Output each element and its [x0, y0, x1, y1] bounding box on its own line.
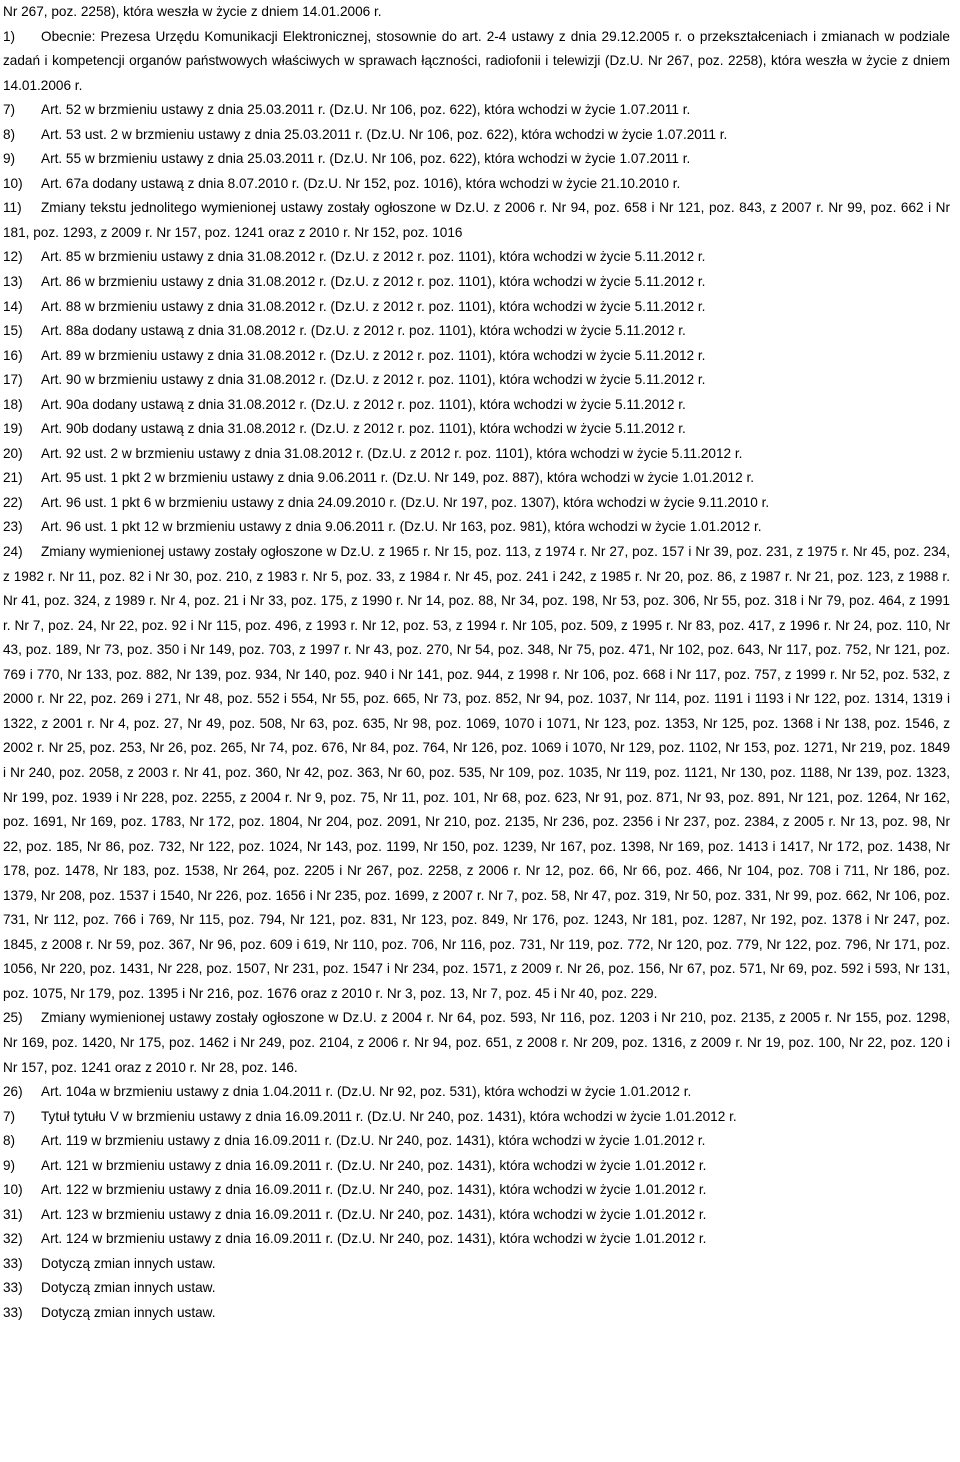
footnote-number: 21)	[3, 470, 23, 486]
footnote-number: 10)	[3, 1182, 23, 1198]
footnote-number: 33)	[3, 1280, 23, 1296]
footnote-paragraph	[3, 1178, 950, 1203]
footnote-number: 15)	[3, 323, 23, 339]
footnote-number: 25)	[3, 1010, 23, 1026]
footnote-number: 32)	[3, 1231, 23, 1247]
footnote-number: 9)	[3, 151, 16, 167]
footnote-paragraph	[3, 0, 950, 25]
footnote-text: Art. 86 w brzmieniu ustawy z dnia 31.08.2012 r. (Dz.U. z 2012 r. poz. 1101), która wchodzi w życie 5.11.2012 r.	[41, 274, 706, 290]
footnote-text: Obecnie: Prezesa Urzędu Komunikacji Elektronicznej, stosownie do art. 2-4 ustawy z dnia 29.12.2005 r. o przekształceniach i zmianach w podziale zadań i kompetencji organów państwowych właściwych w sprawach łączności, radiofonii i telewizji (Dz.U. Nr 267, poz. 2258), która weszła w życie z dniem 14.01.2006 r.	[3, 28, 950, 93]
footnote-text: Art. 123 w brzmieniu ustawy z dnia 16.09.2011 r. (Dz.U. Nr 240, poz. 1431), która wchodzi w życie 1.01.2012 r.	[41, 1206, 707, 1222]
footnote-text: Art. 119 w brzmieniu ustawy z dnia 16.09.2011 r. (Dz.U. Nr 240, poz. 1431), która wchodzi w życie 1.01.2012 r.	[41, 1133, 706, 1149]
footnote-paragraph	[3, 344, 950, 369]
footnote-number: 10)	[3, 175, 23, 191]
footnote-paragraph	[3, 98, 950, 123]
footnote-number: 8)	[3, 126, 16, 142]
footnote-paragraph	[3, 368, 950, 393]
footnote-paragraph	[3, 442, 950, 467]
footnote-text: Zmiany tekstu jednolitego wymienionej ustawy zostały ogłoszone w Dz.U. z 2006 r. Nr 94, poz. 658 i Nr 121, poz. 843, z 2007 r. Nr 99, poz. 662 i Nr 181, poz. 1293, z 2009 r. Nr 157, poz. 1241 oraz z 2010 r. Nr 152, poz. 1016	[3, 200, 950, 240]
footnote-paragraph	[3, 466, 950, 491]
footnote-text: Art. 85 w brzmieniu ustawy z dnia 31.08.2012 r. (Dz.U. z 2012 r. poz. 1101), która wchodzi w życie 5.11.2012 r.	[41, 249, 706, 265]
footnote-number: 20)	[3, 445, 23, 461]
footnote-text: Art. 89 w brzmieniu ustawy z dnia 31.08.2012 r. (Dz.U. z 2012 r. poz. 1101), która wchodzi w życie 5.11.2012 r.	[41, 347, 706, 363]
footnote-paragraph	[3, 1276, 950, 1301]
footnote-number: 7)	[3, 1108, 16, 1124]
footnote-number: 12)	[3, 249, 23, 265]
footnote-number: 26)	[3, 1084, 23, 1100]
footnote-paragraph	[3, 172, 950, 197]
footnote-text: Dotyczą zmian innych ustaw.	[41, 1304, 216, 1320]
footnote-text: Art. 53 ust. 2 w brzmieniu ustawy z dnia 25.03.2011 r. (Dz.U. Nr 106, poz. 622), która wchodzi w życie 1.07.2011 r.	[41, 126, 728, 142]
footnote-text: Zmiany wymienionej ustawy zostały ogłoszone w Dz.U. z 2004 r. Nr 64, poz. 593, Nr 116, poz. 1203 i Nr 210, poz. 2135, z 2005 r. Nr 155, poz. 1298, Nr 169, poz. 1420, Nr 175, poz. 1462 i Nr 249, poz. 2104, z 2006 r. Nr 94, poz. 651, z 2008 r. Nr 209, poz. 1316, z 2009 r. Nr 19, poz. 100, Nr 22, poz. 120 i Nr 157, poz. 1241 oraz z 2010 r. Nr 28, poz. 146.	[3, 1010, 950, 1075]
footnote-paragraph	[3, 393, 950, 418]
footnote-number: 33)	[3, 1255, 23, 1271]
footnote-number: 17)	[3, 372, 23, 388]
footnote-paragraph	[3, 417, 950, 442]
footnote-paragraph	[3, 196, 950, 245]
footnote-paragraph	[3, 1252, 950, 1277]
footnote-paragraph	[3, 1006, 950, 1080]
footnote-text: Art. 96 ust. 1 pkt 12 w brzmieniu ustawy z dnia 9.06.2011 r. (Dz.U. Nr 163, poz. 981), która wchodzi w życie 1.01.2012 r.	[41, 519, 762, 535]
footnote-number: 24)	[3, 544, 23, 560]
footnote-paragraph	[3, 540, 950, 1006]
footnote-text: Art. 104a w brzmieniu ustawy z dnia 1.04.2011 r. (Dz.U. Nr 92, poz. 531), która wchodzi w życie 1.01.2012 r.	[41, 1084, 692, 1100]
footnote-number: 16)	[3, 347, 23, 363]
footnote-text: Art. 55 w brzmieniu ustawy z dnia 25.03.2011 r. (Dz.U. Nr 106, poz. 622), która wchodzi w życie 1.07.2011 r.	[41, 151, 691, 167]
footnote-paragraph	[3, 1203, 950, 1228]
footnote-paragraph	[3, 1154, 950, 1179]
footnote-text: Art. 95 ust. 1 pkt 2 w brzmieniu ustawy z dnia 9.06.2011 r. (Dz.U. Nr 149, poz. 887), która wchodzi w życie 1.01.2012 r.	[41, 470, 755, 486]
footnote-text: Art. 121 w brzmieniu ustawy z dnia 16.09.2011 r. (Dz.U. Nr 240, poz. 1431), która wchodzi w życie 1.01.2012 r.	[41, 1157, 707, 1173]
footnote-text: Nr 267, poz. 2258), która weszła w życie z dniem 14.01.2006 r.	[3, 4, 382, 19]
footnote-text: Art. 90b dodany ustawą z dnia 31.08.2012 r. (Dz.U. z 2012 r. poz. 1101), która wchodzi w życie 5.11.2012 r.	[41, 421, 686, 437]
footnote-text: Art. 96 ust. 1 pkt 6 w brzmieniu ustawy z dnia 24.09.2010 r. (Dz.U. Nr 197, poz. 1307), która wchodzi w życie 9.11.2010 r.	[41, 494, 770, 510]
footnote-number: 1)	[3, 28, 16, 44]
footnote-text: Art. 67a dodany ustawą z dnia 8.07.2010 r. (Dz.U. Nr 152, poz. 1016), która wchodzi w życie 21.10.2010 r.	[41, 175, 681, 191]
footnote-paragraph	[3, 245, 950, 270]
footnote-paragraph	[3, 319, 950, 344]
footnote-text: Art. 90a dodany ustawą z dnia 31.08.2012 r. (Dz.U. z 2012 r. poz. 1101), która wchodzi w życie 5.11.2012 r.	[41, 396, 686, 412]
footnote-text: Art. 88 w brzmieniu ustawy z dnia 31.08.2012 r. (Dz.U. z 2012 r. poz. 1101), która wchodzi w życie 5.11.2012 r.	[41, 298, 706, 314]
footnote-paragraph	[3, 25, 950, 99]
footnote-number: 23)	[3, 519, 23, 535]
footnote-text: Zmiany wymienionej ustawy zostały ogłoszone w Dz.U. z 1965 r. Nr 15, poz. 113, z 1974 r. Nr 27, poz. 157 i Nr 39, poz. 231, z 1975 r. Nr 45, poz. 234, z 1982 r. Nr 11, poz. 82 i Nr 30, poz. 210, z 1983 r. Nr 5, poz. 33, z 1984 r. Nr 45, poz. 241 i 242, z 1985 r. Nr 20, poz. 86, z 1987 r. Nr 21, poz. 123, z 1988 r. Nr 41, poz. 324, z 1989 r. Nr 4, poz. 21 i Nr 33, poz. 175, z 1990 r. Nr 14, poz. 88, Nr 34, poz. 198, Nr 53, poz. 306, Nr 55, poz. 318 i Nr 79, poz. 464, z 1991 r. Nr 7, poz. 24, Nr 22, poz. 92 i Nr 115, poz. 496, z 1993 r. Nr 12, poz. 53, z 1994 r. Nr 105, poz. 509, z 1995 r. Nr 83, poz. 417, z 1996 r. Nr 24, poz. 110, Nr 43, poz. 189, Nr 73, poz. 350 i Nr 149, poz. 703, z 1997 r. Nr 43, poz. 270, Nr 54, poz. 348, Nr 75, poz. 471, Nr 102, poz. 643, Nr 117, poz. 752, Nr 121, poz. 769 i 770, Nr 133, poz. 882, Nr 139, poz. 934, Nr 140, poz. 940 i Nr 141, poz. 944, z 1998 r. Nr 106, poz. 668 i Nr 117, poz. 757, z 1999 r. Nr 52, poz. 532, z 2000 r. Nr 22, poz. 269 i 271, Nr 48, poz. 552 i 554, Nr 55, poz. 665, Nr 73, poz. 852, Nr 94, poz. 1037, Nr 114, poz. 1191 i 1193 i Nr 122, poz. 1314, 1319 i 1322, z 2001 r. Nr 4, poz. 27, Nr 49, poz. 508, Nr 63, poz. 635, Nr 98, poz. 1069, 1070 i 1071, Nr 123, poz. 1353, Nr 125, poz. 1368 i Nr 138, poz. 1546, z 2002 r. Nr 25, poz. 253, Nr 26, poz. 265, Nr 74, poz. 676, Nr 84, poz. 764, Nr 126, poz. 1069 i 1070, Nr 129, poz. 1102, Nr 153, poz. 1271, Nr 219, poz. 1849 i Nr 240, poz. 2058, z 2003 r. Nr 41, poz. 360, Nr 42, poz. 363, Nr 60, poz. 535, Nr 109, poz. 1035, Nr 119, poz. 1121, Nr 130, poz. 1188, Nr 139, poz. 1323, Nr 199, poz. 1939 i Nr 228, poz. 2255, z 2004 r. Nr 9, poz. 75, Nr 11, poz. 101, Nr 68, poz. 623, Nr 91, poz. 871, Nr 93, poz. 891, Nr 121, poz. 1264, Nr 162, poz. 1691, Nr 169, poz. 1783, Nr 172, poz. 1804, Nr 204, poz. 2091, Nr 210, poz. 2135, Nr 236, poz. 2356 i Nr 237, poz. 2384, z 2005 r. Nr 13, poz. 98, Nr 22, poz. 185, Nr 86, poz. 732, Nr 122, poz. 1024, Nr 143, poz. 1199, Nr 150, poz. 1239, Nr 167, poz. 1398, Nr 169, poz. 1413 i 1417, Nr 172, poz. 1438, Nr 178, poz. 1478, Nr 183, poz. 1538, Nr 264, poz. 2205 i Nr 267, poz. 2258, z 2006 r. Nr 12, poz. 66, Nr 66, poz. 466, Nr 104, poz. 708 i 711, Nr 186, poz. 1379, Nr 208, poz. 1537 i 1540, Nr 226, poz. 1656 i Nr 235, poz. 1699, z 2007 r. Nr 7, poz. 58, Nr 47, poz. 319, Nr 50, poz. 331, Nr 99, poz. 662, Nr 106, poz. 731, Nr 112, poz. 766 i 769, Nr 115, poz. 794, Nr 121, poz. 831, Nr 123, poz. 849, Nr 176, poz. 1243, Nr 181, poz. 1287, Nr 192, poz. 1378 i Nr 247, poz. 1845, z 2008 r. Nr 59, poz. 367, Nr 96, poz. 609 i 619, Nr 110, poz. 706, Nr 116, poz. 731, Nr 119, poz. 772, Nr 120, poz. 779, Nr 122, poz. 796, Nr 171, poz. 1056, Nr 220, poz. 1431, Nr 228, poz. 1507, Nr 231, poz. 1547 i Nr 234, poz. 1571, z 2009 r. Nr 26, poz. 156, Nr 67, poz. 571, Nr 69, poz. 592 i 593, Nr 131, poz. 1075, Nr 179, poz. 1395 i Nr 216, poz. 1676 oraz z 2010 r. Nr 3, poz. 13, Nr 7, poz. 45 i Nr 40, poz. 229.	[3, 544, 950, 1001]
footnote-number: 11)	[3, 200, 22, 216]
footnote-text: Dotyczą zmian innych ustaw.	[41, 1280, 216, 1296]
footnote-number: 22)	[3, 494, 23, 510]
footnote-text: Art. 52 w brzmieniu ustawy z dnia 25.03.2011 r. (Dz.U. Nr 106, poz. 622), która wchodzi w życie 1.07.2011 r.	[41, 102, 691, 118]
footnote-paragraph	[3, 123, 950, 148]
footnote-paragraph	[3, 515, 950, 540]
footnote-paragraph	[3, 147, 950, 172]
footnote-number: 18)	[3, 396, 23, 412]
footnote-text: Tytuł tytułu V w brzmieniu ustawy z dnia 16.09.2011 r. (Dz.U. Nr 240, poz. 1431), która wchodzi w życie 1.01.2012 r.	[41, 1108, 737, 1124]
footnote-paragraph	[3, 1227, 950, 1252]
footnote-paragraph	[3, 295, 950, 320]
footnote-paragraph	[3, 1080, 950, 1105]
footnote-text: Art. 88a dodany ustawą z dnia 31.08.2012 r. (Dz.U. z 2012 r. poz. 1101), która wchodzi w życie 5.11.2012 r.	[41, 323, 686, 339]
footnote-paragraph	[3, 1129, 950, 1154]
footnote-text: Art. 92 ust. 2 w brzmieniu ustawy z dnia 31.08.2012 r. (Dz.U. z 2012 r. poz. 1101), która wchodzi w życie 5.11.2012 r.	[41, 445, 743, 461]
footnote-paragraph	[3, 1301, 950, 1326]
footnote-number: 19)	[3, 421, 23, 437]
footnote-number: 31)	[3, 1206, 23, 1222]
footnote-paragraph	[3, 491, 950, 516]
footnote-text: Art. 90 w brzmieniu ustawy z dnia 31.08.2012 r. (Dz.U. z 2012 r. poz. 1101), która wchodzi w życie 5.11.2012 r.	[41, 372, 706, 388]
footnote-number: 33)	[3, 1304, 23, 1320]
footnote-number: 13)	[3, 274, 23, 290]
footnote-text: Art. 122 w brzmieniu ustawy z dnia 16.09.2011 r. (Dz.U. Nr 240, poz. 1431), która wchodzi w życie 1.01.2012 r.	[41, 1182, 707, 1198]
footnote-number: 7)	[3, 102, 16, 118]
footnote-paragraph	[3, 1105, 950, 1130]
footnote-number: 9)	[3, 1157, 16, 1173]
footnote-paragraph	[3, 270, 950, 295]
footnote-number: 8)	[3, 1133, 16, 1149]
footnote-text: Dotyczą zmian innych ustaw.	[41, 1255, 216, 1271]
footnote-text: Art. 124 w brzmieniu ustawy z dnia 16.09.2011 r. (Dz.U. Nr 240, poz. 1431), która wchodzi w życie 1.01.2012 r.	[41, 1231, 707, 1247]
footnote-number: 14)	[3, 298, 23, 314]
